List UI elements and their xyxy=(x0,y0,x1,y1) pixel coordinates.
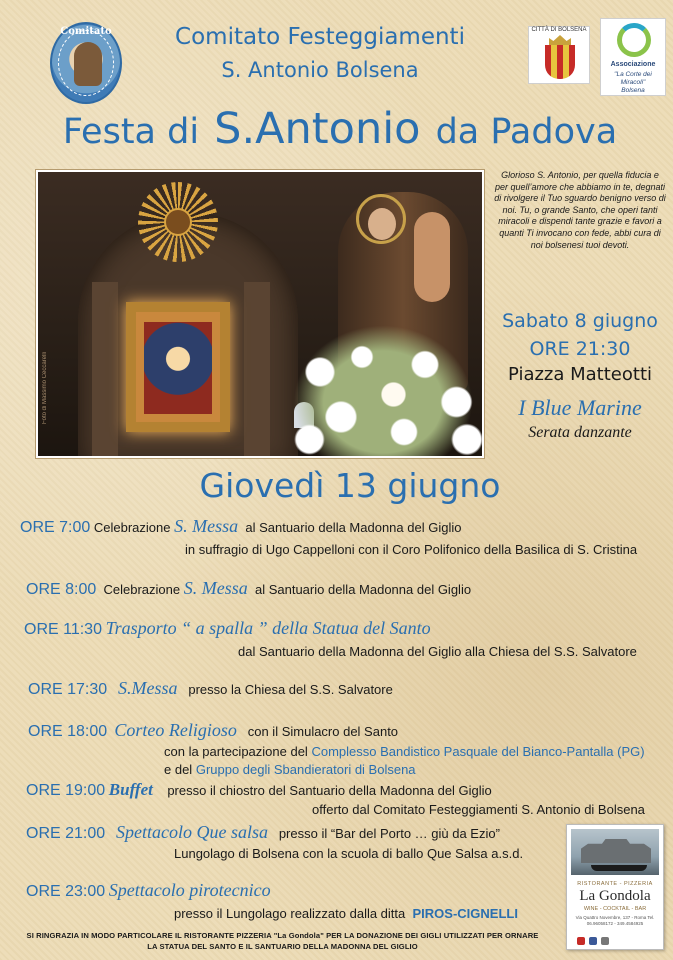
schedule-item-1800-detail-2 xyxy=(164,762,416,777)
altar-column-left xyxy=(92,282,118,458)
detail-prefix: presso il Lungolago realizzato dalla ditta xyxy=(174,906,406,921)
sponsor-ad xyxy=(566,824,664,950)
schedule-item-1800-detail xyxy=(164,744,645,759)
saturday-place: Piazza Matteotti xyxy=(507,364,653,385)
company-name: PIROS-CIGNELLI xyxy=(412,906,518,921)
event-name: S. Messa xyxy=(183,578,248,598)
poster-title xyxy=(20,104,660,164)
altar-column-right xyxy=(244,282,270,458)
saint-figure-icon xyxy=(74,42,102,86)
schedule-item-2300-detail xyxy=(174,906,518,921)
venice-illustration xyxy=(571,829,659,875)
event-name: Corteo Religioso xyxy=(114,720,237,740)
event-time: ORE 23:00 xyxy=(26,883,106,900)
event-name: S.Messa xyxy=(118,678,178,698)
band-name: Complesso Bandistico Pasquale del Bianco-Pantalla (PG) xyxy=(311,744,645,759)
phone-icon xyxy=(601,937,609,945)
event-location: al Santuario della Madonna del Giglio xyxy=(254,582,472,597)
ad-type: RISTORANTE - PIZZERIA xyxy=(577,881,653,887)
detail-prefix: con la partecipazione del xyxy=(164,744,308,759)
shield-icon xyxy=(545,45,575,79)
schedule-item-1130-detail: dal Santuario della Madonna del Giglio alla Chiesa del S.S. Salvatore xyxy=(238,644,637,659)
photo-credit: Foto di Massimo Ceccarelli xyxy=(42,352,48,425)
thanks-footer xyxy=(10,930,555,952)
schedule-item-2300 xyxy=(26,880,271,901)
event-time: ORE 8:00 xyxy=(26,581,97,598)
association-label: Associazione xyxy=(610,61,656,68)
event-location: con il Simulacro del Santo xyxy=(247,724,399,739)
sunburst-core xyxy=(164,208,192,236)
event-time: ORE 17:30 xyxy=(28,681,108,698)
event-time: ORE 11:30 xyxy=(24,621,102,638)
crest-text: CITTÀ DI BOLSENA xyxy=(531,27,587,33)
event-time: ORE 19:00 xyxy=(26,782,106,799)
event-name: Spettacolo pirotecnico xyxy=(108,880,271,900)
event-time: ORE 18:00 xyxy=(28,723,108,740)
thanks-line-1: SI RINGRAZIA IN MODO PARTICOLARE IL RISTORANTE PIZZERIA "La Gondola" PER LA DONAZIONE DEI GIGLI UTILIZZATI PER ORNARE xyxy=(26,931,539,940)
schedule-item-1900 xyxy=(26,780,492,800)
saint-statue-photo xyxy=(36,170,484,458)
committee-logo xyxy=(50,22,122,104)
facebook-icon xyxy=(589,937,597,945)
event-prefix: Celebrazione xyxy=(93,520,171,535)
crown-icon xyxy=(549,35,571,45)
saturday-time: ORE 21:30 xyxy=(529,338,631,360)
event-time: ORE 7:00 xyxy=(20,519,91,536)
schedule-item-0700-detail: in suffragio di Ugo Cappelloni con il Coro Polifonico della Basilica di S. Cristina xyxy=(185,542,638,557)
event-name: S. Messa xyxy=(174,516,239,536)
saturday-event: Serata danzante xyxy=(528,424,632,441)
schedule-item-1900-detail: offerto dal Comitato Festeggiamenti S. Antonio di Bolsena xyxy=(312,802,645,817)
schedule-item-0700 xyxy=(20,516,461,537)
title-part-2: S.Antonio xyxy=(214,104,421,154)
event-prefix: Celebrazione xyxy=(103,582,181,597)
schedule-item-2100-detail: Lungolago di Bolsena con la scuola di ballo Que Salsa a.s.d. xyxy=(174,846,524,861)
gondola-icon xyxy=(591,865,647,871)
event-name: Spettacolo Que salsa xyxy=(116,822,268,842)
title-part-3: da Padova xyxy=(435,112,618,152)
statue-face xyxy=(368,208,396,240)
child-figure xyxy=(414,212,450,302)
bolsena-crest xyxy=(528,26,590,84)
event-location: presso il “Bar del Porto … giù da Ezio” xyxy=(278,826,500,841)
title-part-1: Festa di xyxy=(62,112,200,152)
saturday-date: Sabato 8 giugno xyxy=(502,310,658,332)
association-emblem-icon xyxy=(617,23,651,57)
ad-name: La Gondola xyxy=(579,888,651,904)
association-name: "La Corte dei Miracoli" Bolsena xyxy=(614,71,652,94)
event-name: Buffet xyxy=(108,780,153,799)
madonna-icon xyxy=(144,322,212,414)
event-location: al Santuario della Madonna del Giglio xyxy=(245,520,462,535)
schedule-item-0800 xyxy=(26,578,471,599)
schedule-item-2100 xyxy=(26,822,500,843)
event-name: Trasporto “ a spalla ” della Statua del Santo xyxy=(105,618,431,638)
thanks-line-2: LA STATUA DEL SANTO E IL SANTUARIO DELLA MADONNA DEL GIGLIO xyxy=(147,942,418,951)
event-time: ORE 21:00 xyxy=(26,825,106,842)
ad-subtitle: WINE - COCKTAIL - BAR xyxy=(583,906,647,912)
ad-building xyxy=(581,839,651,863)
schedule-item-1800 xyxy=(28,720,398,741)
ad-address: Via Quattro Novembre, 137 - Roma Tel. 06.96058172 - 349.4584925 xyxy=(575,915,655,926)
association-logo xyxy=(600,18,666,96)
committee-location: S. Antonio Bolsena xyxy=(221,58,419,82)
main-day-title: Giovedì 13 giugno xyxy=(199,466,501,505)
social-icon xyxy=(577,937,585,945)
event-location: presso la Chiesa del S.S. Salvatore xyxy=(188,682,393,697)
prayer-text: Glorioso S. Antonio, per quella fiducia e per quell’amore che abbiamo in te, degnati di rivolgere il Tuo sguardo benigno verso di noi. Tu, o grande Santo, che operi tanti miracoli e dispendi tante grazie e favori a quanti Ti invocano con fede, abbi cura di noi bolsenesi tuoi devoti. xyxy=(494,170,666,250)
committee-name: Comitato Festeggiamenti xyxy=(175,24,465,50)
flag-group-name: Gruppo degli Sbandieratori di Bolsena xyxy=(195,762,416,777)
logo-text: Comitato xyxy=(60,26,112,37)
saturday-band: I Blue Marine xyxy=(518,395,642,420)
detail-prefix: e del xyxy=(164,762,193,777)
schedule-item-1730 xyxy=(28,678,393,699)
event-location: presso il chiostro del Santuario della Madonna del Giglio xyxy=(167,783,492,798)
lilies xyxy=(278,312,484,458)
schedule-item-1130 xyxy=(24,618,431,639)
